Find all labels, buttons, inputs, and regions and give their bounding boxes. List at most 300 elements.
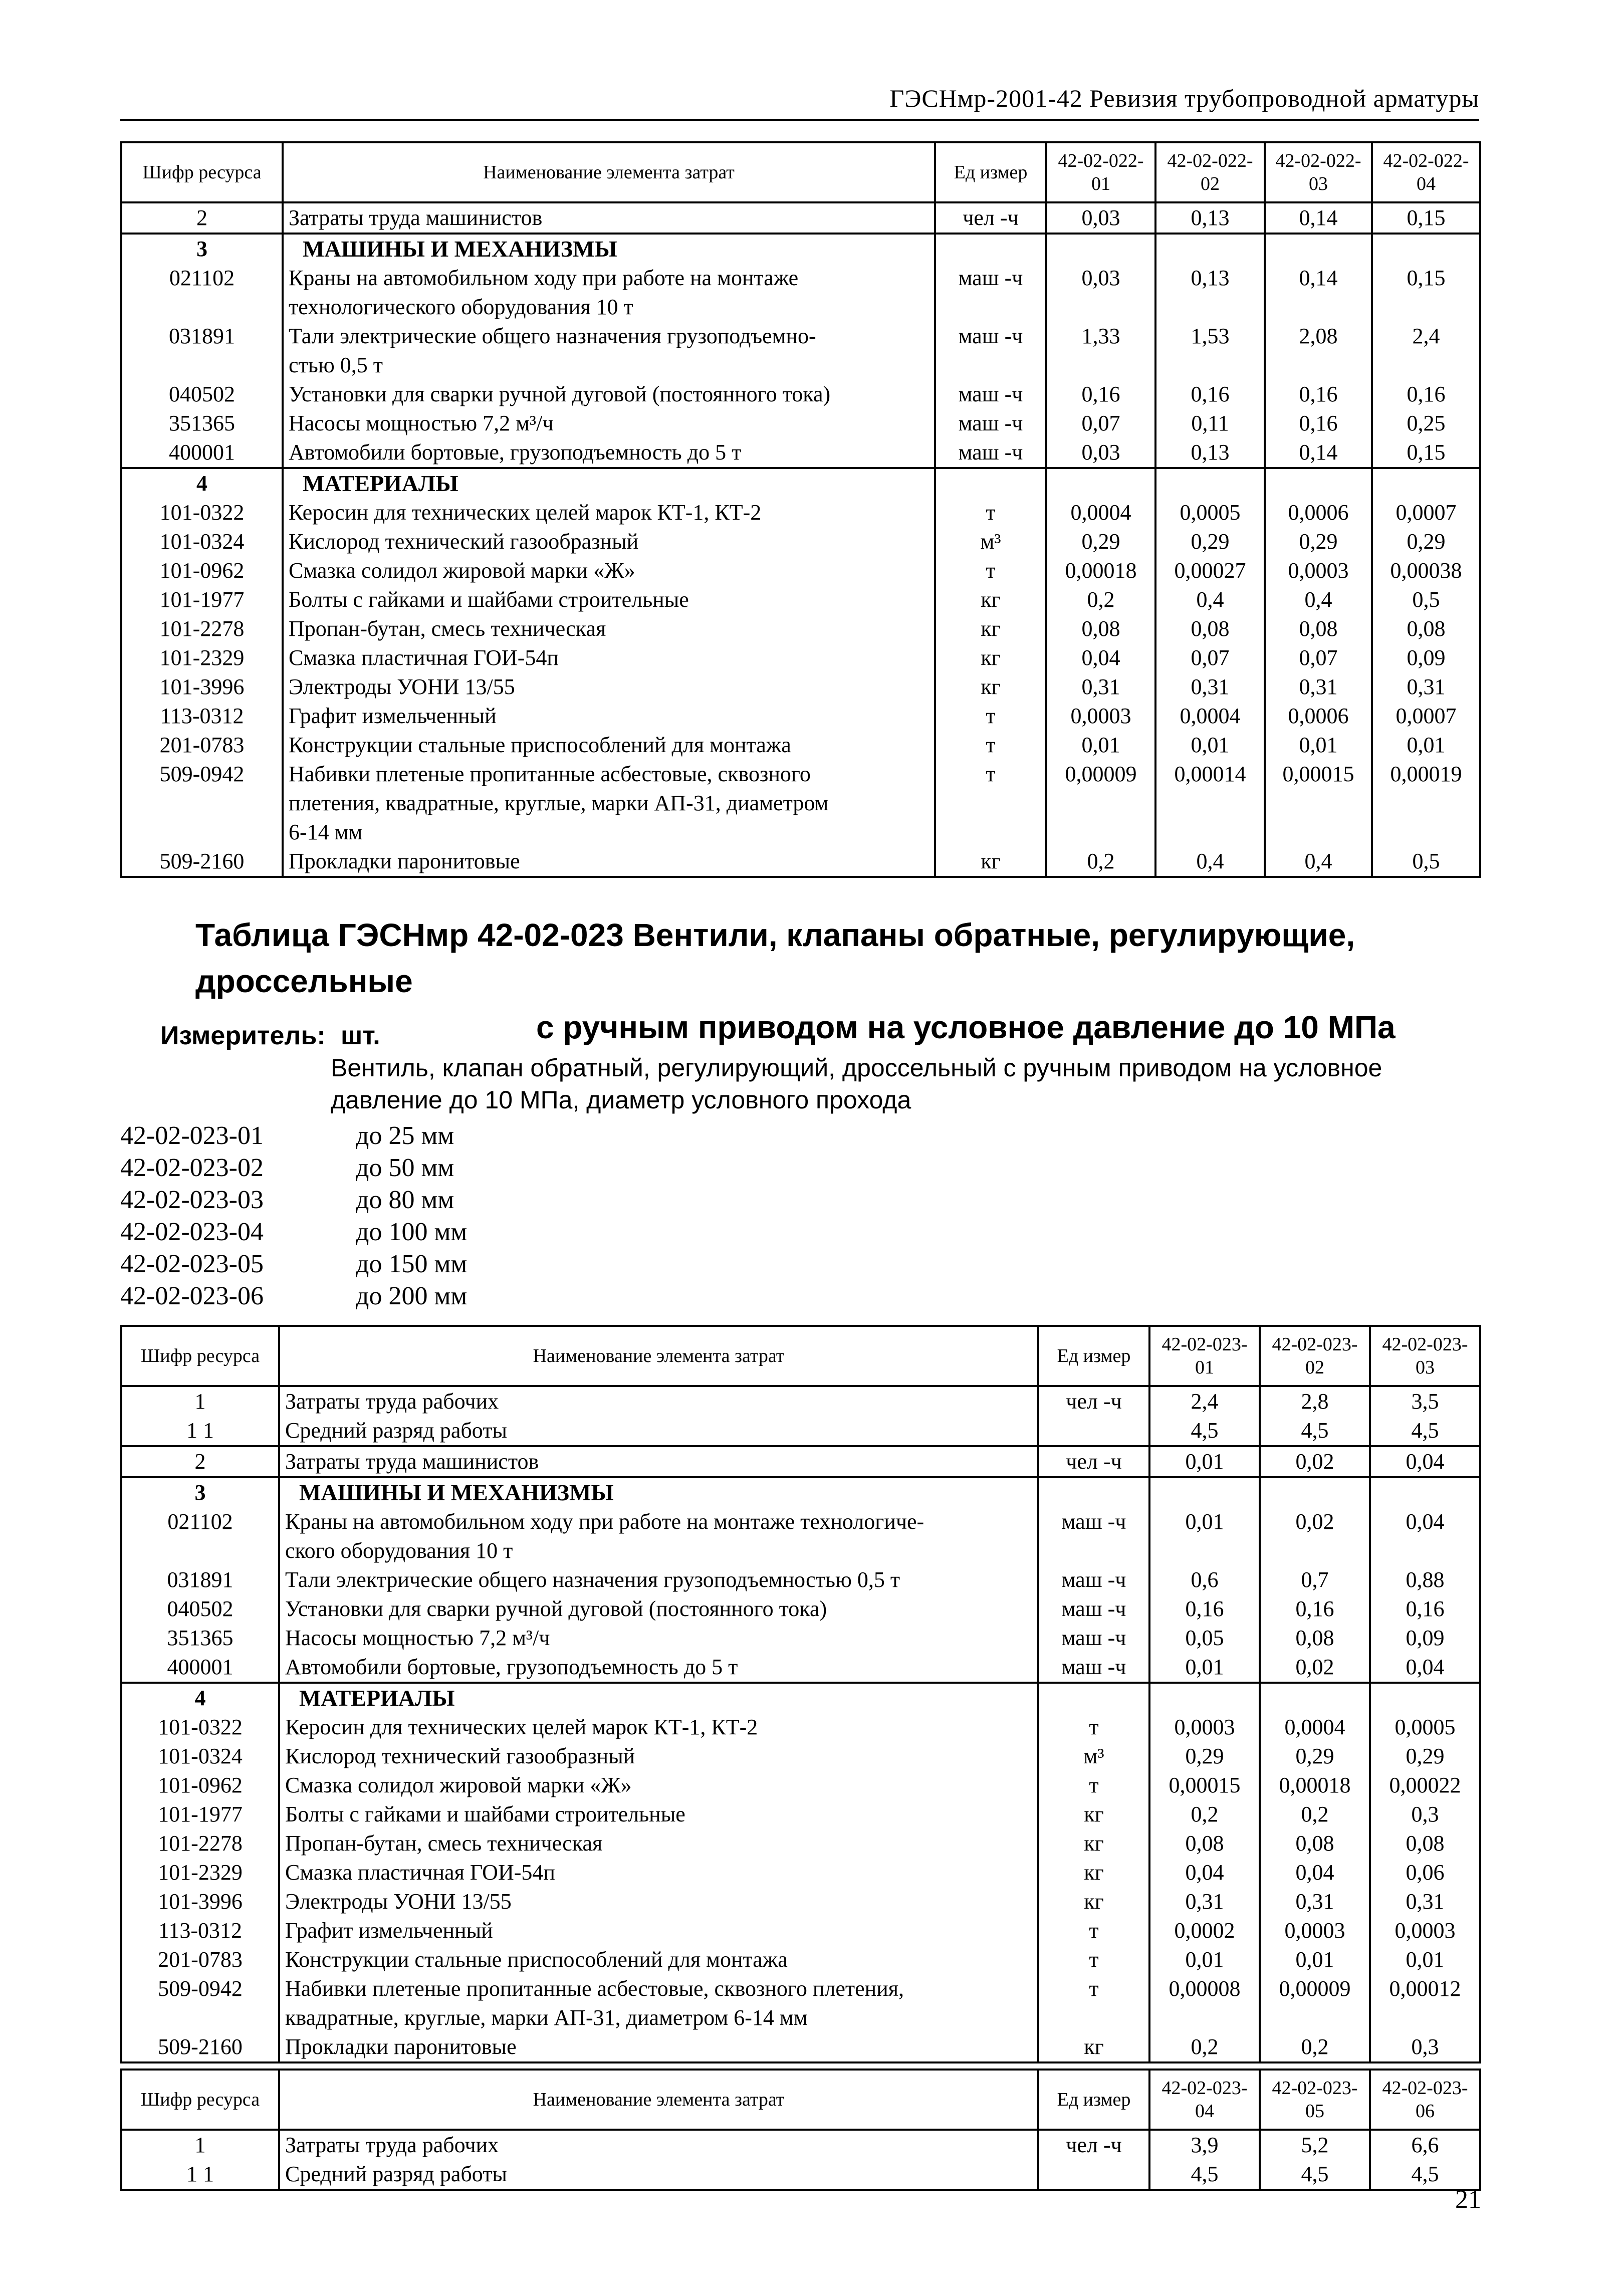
resource-value [1265, 234, 1372, 264]
resource-value: 0,08 [1265, 614, 1372, 643]
variant-row [120, 1248, 722, 1280]
resource-value: 0,00012 [1370, 1974, 1480, 2032]
resource-table-023-part-2 [120, 2069, 1481, 2191]
resource-value: 0,31 [1149, 1887, 1260, 1916]
resource-name-line: ского оборудования 10 т [285, 1538, 513, 1563]
resource-table-023-part-1 [120, 1325, 1481, 2063]
resource-value: 0,09 [1370, 1624, 1480, 1653]
table-row [121, 2130, 1480, 2160]
header-row [121, 2070, 1480, 2130]
resource-name-line: Краны на автомобильном ходу при работе на монтаже [289, 266, 799, 290]
table-row [121, 1974, 1480, 2032]
resource-name [283, 847, 935, 877]
resource-value: 0,0003 [1046, 702, 1155, 731]
resource-name-line: Графит измельченный [285, 1918, 493, 1943]
resource-unit: маш -ч [1038, 1507, 1149, 1565]
resource-value: 0,02 [1260, 1653, 1370, 1683]
resource-value: 0,0004 [1046, 498, 1155, 527]
resource-name-line: Средний разряд работы [285, 2162, 507, 2186]
header-variant-code: 42-02-022-02 [1155, 142, 1265, 202]
header-unit: Ед измер [1038, 2070, 1149, 2130]
resource-name [283, 322, 935, 380]
resource-value [1260, 1477, 1370, 1507]
resource-name-line: Установки для сварки ручной дуговой (постоянного тока) [285, 1596, 827, 1621]
resource-unit: маш -ч [935, 380, 1046, 409]
resource-value: 2,4 [1372, 322, 1480, 380]
resource-value: 0,2 [1046, 585, 1155, 614]
table-row [121, 1858, 1480, 1887]
resource-value: 0,2 [1149, 1800, 1260, 1829]
variant-text: до 200 мм [356, 1282, 468, 1310]
resource-unit: кг [1038, 1887, 1149, 1916]
resource-value: 0,4 [1265, 847, 1372, 877]
table-row [121, 1887, 1480, 1916]
resource-unit: чел -ч [1038, 1386, 1149, 1416]
resource-name [279, 1916, 1038, 1945]
resource-code: 101-0962 [121, 556, 283, 585]
resource-value: 0,06 [1370, 1858, 1480, 1887]
resource-name-line: Прокладки паронитовые [285, 2034, 517, 2059]
header-variant-code: 42-02-023-03 [1370, 1326, 1480, 1386]
resource-value: 0,31 [1370, 1887, 1480, 1916]
resource-value: 0,16 [1265, 380, 1372, 409]
resource-name [279, 1945, 1038, 1974]
resource-unit: маш -ч [1038, 1565, 1149, 1594]
resource-value: 0,07 [1265, 643, 1372, 672]
variant-code: 42-02-023-05 [120, 1250, 264, 1278]
resource-value: 0,16 [1260, 1594, 1370, 1624]
resource-name [279, 1800, 1038, 1829]
resource-unit: кг [935, 585, 1046, 614]
resource-value: 0,31 [1372, 672, 1480, 702]
table-row [121, 672, 1480, 702]
table-body [121, 1386, 1480, 2062]
resource-name [279, 1858, 1038, 1887]
running-header [120, 78, 1479, 121]
resource-name-line: МАТЕРИАЛЫ [299, 1685, 455, 1711]
resource-name-line: Автомобили бортовые, грузоподъемность до 5 т [289, 440, 742, 465]
variant-row [120, 1152, 722, 1184]
resource-value: 0,09 [1372, 643, 1480, 672]
variant-list [120, 1120, 722, 1312]
resource-name [283, 380, 935, 409]
resource-name-line: 6-14 мм [289, 820, 363, 844]
resource-code: 040502 [121, 1594, 279, 1624]
resource-name [279, 1771, 1038, 1800]
resource-code: 021102 [121, 1507, 279, 1565]
resource-unit: т [1038, 1974, 1149, 2032]
resource-code: 101-0322 [121, 498, 283, 527]
resource-name [283, 438, 935, 468]
variant-text: до 80 мм [356, 1186, 454, 1214]
resource-unit: м³ [1038, 1742, 1149, 1771]
header-unit: Ед измер [1038, 1326, 1149, 1386]
resource-value: 0,01 [1155, 731, 1265, 760]
table-row [121, 1800, 1480, 1829]
resource-name-line: Тали электрические общего назначения грузоподъемно- [289, 324, 816, 348]
header-code: Шифр ресурса [121, 1326, 279, 1386]
resource-value: 0,29 [1155, 527, 1265, 556]
resource-value: 0,04 [1370, 1507, 1480, 1565]
resource-name [283, 409, 935, 438]
resource-value: 0,08 [1149, 1829, 1260, 1858]
header-variant-code: 42-02-023-05 [1260, 2070, 1370, 2130]
resource-name [279, 1829, 1038, 1858]
resource-unit: т [1038, 1771, 1149, 1800]
resource-name [283, 234, 935, 264]
resource-name [283, 614, 935, 643]
variant-code: 42-02-023-06 [120, 1282, 264, 1310]
resource-name-line: Набивки плетеные пропитанные асбестовые, сквозного плетения, [285, 1976, 904, 2001]
table-row [121, 731, 1480, 760]
table-row [121, 847, 1480, 877]
resource-value: 0,07 [1046, 409, 1155, 438]
resource-unit: маш -ч [1038, 1594, 1149, 1624]
resource-name-line: МАТЕРИАЛЫ [303, 471, 458, 496]
resource-value: 0,01 [1260, 1945, 1370, 1974]
resource-value: 3,9 [1149, 2130, 1260, 2160]
variant-text: до 25 мм [356, 1121, 454, 1150]
resource-code: 3 [121, 234, 283, 264]
resource-value: 0,0005 [1370, 1713, 1480, 1742]
resource-value: 0,3 [1370, 2032, 1480, 2062]
resource-name-line: Насосы мощностью 7,2 м³/ч [289, 411, 554, 435]
header-unit: Ед измер [935, 142, 1046, 202]
resource-value: 0,0003 [1265, 556, 1372, 585]
table-row [121, 643, 1480, 672]
resource-name-line: Кислород технический газообразный [289, 529, 639, 554]
resource-value: 0,00018 [1260, 1771, 1370, 1800]
resource-value: 0,16 [1046, 380, 1155, 409]
resource-code: 101-0962 [121, 1771, 279, 1800]
resource-name [279, 1446, 1038, 1477]
resource-name-line: Пропан-бутан, смесь техническая [289, 616, 606, 641]
table-row [121, 1565, 1480, 1594]
resource-code: 040502 [121, 380, 283, 409]
resource-value: 0,29 [1372, 527, 1480, 556]
resource-name-line: Средний разряд работы [285, 1418, 507, 1443]
resource-unit: т [935, 702, 1046, 731]
resource-value: 4,5 [1260, 2160, 1370, 2190]
resource-value: 0,00022 [1370, 1771, 1480, 1800]
resource-unit: чел -ч [1038, 1446, 1149, 1477]
resource-value: 0,08 [1260, 1829, 1370, 1858]
resource-value: 0,29 [1046, 527, 1155, 556]
resource-value: 2,8 [1260, 1386, 1370, 1416]
resource-value: 0,2 [1260, 2032, 1370, 2062]
resource-name [279, 1713, 1038, 1742]
resource-value: 4,5 [1260, 1416, 1370, 1446]
resource-unit: кг [1038, 1829, 1149, 1858]
resource-value: 0,08 [1155, 614, 1265, 643]
resource-value: 0,00014 [1155, 760, 1265, 847]
resource-code: 101-0324 [121, 1742, 279, 1771]
resource-code: 113-0312 [121, 1916, 279, 1945]
resource-value: 0,31 [1260, 1887, 1370, 1916]
resource-name-line: МАШИНЫ И МЕХАНИЗМЫ [303, 236, 617, 262]
header-name: Наименование элемента затрат [279, 1326, 1038, 1386]
variant-row [120, 1120, 722, 1152]
resource-value: 0,88 [1370, 1565, 1480, 1594]
resource-name [283, 556, 935, 585]
table-row [121, 1416, 1480, 1446]
table-row [121, 409, 1480, 438]
resource-value: 0,2 [1046, 847, 1155, 877]
resource-table-022 [120, 141, 1481, 878]
resource-value: 0,04 [1370, 1446, 1480, 1477]
header-code: Шифр ресурса [121, 142, 283, 202]
header-name: Наименование элемента затрат [279, 2070, 1038, 2130]
resource-value: 0,00009 [1260, 1974, 1370, 2032]
header-variant-code: 42-02-023-02 [1260, 1326, 1370, 1386]
table-row [121, 1829, 1480, 1858]
resource-value [1265, 468, 1372, 498]
table-header [121, 1326, 1480, 1386]
resource-unit: маш -ч [935, 438, 1046, 468]
resource-code: 2 [121, 202, 283, 234]
resource-value: 3,5 [1370, 1386, 1480, 1416]
resource-value: 0,03 [1046, 264, 1155, 322]
resource-name-line: Кислород технический газообразный [285, 1744, 635, 1768]
resource-name [283, 527, 935, 556]
resource-name-line: Затраты труда рабочих [285, 1389, 499, 1414]
resource-value: 0,5 [1372, 585, 1480, 614]
resource-value: 0,08 [1046, 614, 1155, 643]
resource-name-line: Автомобили бортовые, грузоподъемность до 5 т [285, 1655, 738, 1679]
resource-value: 0,0003 [1149, 1713, 1260, 1742]
table-body [121, 202, 1480, 877]
resource-value: 0,4 [1155, 585, 1265, 614]
resource-value: 0,03 [1046, 202, 1155, 234]
resource-unit [1038, 1477, 1149, 1507]
resource-name-line: Тали электрические общего назначения грузоподъемностью 0,5 т [285, 1567, 900, 1592]
table-row [121, 1916, 1480, 1945]
resource-code: 113-0312 [121, 702, 283, 731]
resource-value: 0,00018 [1046, 556, 1155, 585]
resource-value: 0,01 [1149, 1945, 1260, 1974]
resource-value: 2,08 [1265, 322, 1372, 380]
header-variant-code: 42-02-023-04 [1149, 2070, 1260, 2130]
table-heading-line-1: Таблица ГЭСНмр 42-02-023 Вентили, клапаны обратные, регулирующие, дроссельные [195, 917, 1355, 999]
resource-value: 0,31 [1046, 672, 1155, 702]
resource-code: 101-2329 [121, 643, 283, 672]
resource-name-line: Набивки плетеные пропитанные асбестовые, сквозного [289, 762, 811, 786]
resource-name [279, 1386, 1038, 1416]
table-header [121, 2070, 1480, 2130]
resource-value: 0,04 [1149, 1858, 1260, 1887]
resource-code: 1 [121, 1386, 279, 1416]
resource-name-line: Керосин для технических целей марок КТ-1, КТ-2 [289, 500, 762, 525]
table-row [121, 1594, 1480, 1624]
resource-name [283, 264, 935, 322]
resource-value: 0,0006 [1265, 498, 1372, 527]
resource-value: 0,4 [1155, 847, 1265, 877]
resource-name [279, 1594, 1038, 1624]
resource-value: 0,5 [1372, 847, 1480, 877]
resource-name [279, 1742, 1038, 1771]
resource-unit: маш -ч [935, 322, 1046, 380]
resource-value: 0,0005 [1155, 498, 1265, 527]
header-variant-code: 42-02-022-04 [1372, 142, 1480, 202]
table-row [121, 438, 1480, 468]
resource-value: 0,01 [1149, 1507, 1260, 1565]
resource-unit: чел -ч [935, 202, 1046, 234]
table-row [121, 760, 1480, 847]
header-name: Наименование элемента затрат [283, 142, 935, 202]
resource-value: 0,0003 [1260, 1916, 1370, 1945]
resource-code: 509-0942 [121, 1974, 279, 2032]
running-title: ГЭСНмр-2001-42 Ревизия трубопроводной арматуры [889, 84, 1479, 112]
resource-name-line: Смазка солидол жировой марки «Ж» [285, 1773, 632, 1797]
resource-value [1155, 234, 1265, 264]
variant-text: до 50 мм [356, 1154, 454, 1182]
resource-code: 101-2329 [121, 1858, 279, 1887]
resource-value: 0,16 [1372, 380, 1480, 409]
resource-unit [935, 468, 1046, 498]
resource-code: 101-2278 [121, 614, 283, 643]
resource-value: 0,13 [1155, 264, 1265, 322]
resource-code: 509-0942 [121, 760, 283, 847]
resource-name [283, 585, 935, 614]
table-header [121, 142, 1480, 202]
resource-name-line: Смазка пластичная ГОИ-54п [285, 1860, 555, 1885]
measure-label: Измеритель: [160, 1021, 326, 1050]
table-row [121, 556, 1480, 585]
resource-value: 0,01 [1372, 731, 1480, 760]
resource-code: 3 [121, 1477, 279, 1507]
resource-value: 2,4 [1149, 1386, 1260, 1416]
table-row [121, 1945, 1480, 1974]
resource-value: 0,0007 [1372, 498, 1480, 527]
resource-value: 0,00008 [1149, 1974, 1260, 2032]
resource-unit [935, 234, 1046, 264]
resource-value [1149, 1683, 1260, 1713]
resource-name [283, 702, 935, 731]
resource-name-line: Смазка пластичная ГОИ-54п [289, 645, 559, 670]
table-row [121, 2160, 1480, 2190]
resource-name [279, 1565, 1038, 1594]
table-row [121, 1507, 1480, 1565]
resource-code: 101-0324 [121, 527, 283, 556]
resource-value [1046, 468, 1155, 498]
resource-code: 400001 [121, 438, 283, 468]
resource-name-line: Графит измельченный [289, 704, 497, 728]
resource-value: 0,3 [1370, 1800, 1480, 1829]
resource-value: 0,07 [1155, 643, 1265, 672]
resource-unit: т [935, 760, 1046, 847]
resource-code: 400001 [121, 1653, 279, 1683]
resource-value: 0,00015 [1149, 1771, 1260, 1800]
resource-value: 0,13 [1155, 202, 1265, 234]
resource-value: 0,29 [1149, 1742, 1260, 1771]
resource-code: 1 1 [121, 2160, 279, 2190]
resource-code: 101-2278 [121, 1829, 279, 1858]
resource-value: 0,29 [1370, 1742, 1480, 1771]
resource-name [279, 1887, 1038, 1916]
resource-name [279, 1416, 1038, 1446]
resource-value: 0,04 [1260, 1858, 1370, 1887]
resource-name-line: технологического оборудования 10 т [289, 295, 633, 319]
table-row [121, 585, 1480, 614]
table-row [121, 498, 1480, 527]
resource-value [1370, 1683, 1480, 1713]
resource-value: 5,2 [1260, 2130, 1370, 2160]
resource-value: 0,31 [1265, 672, 1372, 702]
resource-name [279, 2032, 1038, 2062]
resource-value: 1,53 [1155, 322, 1265, 380]
resource-code: 101-1977 [121, 1800, 279, 1829]
resource-name [283, 202, 935, 234]
table-row [121, 1386, 1480, 1416]
resource-name-line: квадратные, круглые, марки АП-31, диаметром 6-14 мм [285, 2005, 808, 2030]
variant-code: 42-02-023-04 [120, 1218, 264, 1246]
resource-name [283, 672, 935, 702]
table-row [121, 380, 1480, 409]
resource-code: 031891 [121, 1565, 279, 1594]
resource-value: 0,29 [1260, 1742, 1370, 1771]
resource-value: 0,01 [1149, 1653, 1260, 1683]
resource-code: 509-2160 [121, 2032, 279, 2062]
table-row [121, 1771, 1480, 1800]
resource-unit: кг [1038, 2032, 1149, 2062]
resource-name [283, 468, 935, 498]
measure-unit: шт. [341, 1021, 380, 1050]
resource-value: 0,01 [1046, 731, 1155, 760]
resource-code: 1 [121, 2130, 279, 2160]
table-body [121, 2130, 1480, 2190]
resource-value: 0,00009 [1046, 760, 1155, 847]
resource-value: 0,03 [1046, 438, 1155, 468]
table-row [121, 1446, 1480, 1477]
header-row [121, 142, 1480, 202]
table-row [121, 527, 1480, 556]
resource-value: 0,01 [1149, 1446, 1260, 1477]
resource-name-line: Затраты труда рабочих [285, 2133, 499, 2157]
resource-name-line: Электроды УОНИ 13/55 [289, 674, 515, 699]
resource-value [1260, 1683, 1370, 1713]
resource-value: 0,16 [1265, 409, 1372, 438]
resource-value: 1,33 [1046, 322, 1155, 380]
resource-value: 4,5 [1370, 1416, 1480, 1446]
variant-text: до 150 мм [356, 1250, 468, 1278]
resource-name-line: МАШИНЫ И МЕХАНИЗМЫ [299, 1480, 614, 1505]
resource-value: 0,15 [1372, 264, 1480, 322]
resource-name-line: Электроды УОНИ 13/55 [285, 1889, 512, 1914]
section-row [121, 468, 1480, 498]
resource-name [279, 2130, 1038, 2160]
resource-unit: чел -ч [1038, 2130, 1149, 2160]
resource-value: 0,0006 [1265, 702, 1372, 731]
resource-unit: т [935, 556, 1046, 585]
table-row [121, 322, 1480, 380]
resource-value: 0,7 [1260, 1565, 1370, 1594]
page-number: 21 [1455, 2185, 1481, 2214]
resource-name-line: Краны на автомобильном ходу при работе на монтаже технологиче- [285, 1509, 924, 1534]
resource-value [1155, 468, 1265, 498]
table-heading-line-2: с ручным приводом на условное давление до 10 МПа [536, 1009, 1396, 1045]
table-row [121, 1624, 1480, 1653]
resource-name [279, 1974, 1038, 2032]
resource-name [279, 1507, 1038, 1565]
resource-code: 2 [121, 1446, 279, 1477]
measure-description: Вентиль, клапан обратный, регулирующий, дроссельный с ручным приводом на условное давление до 10 МПа, диаметр условного прохода [331, 1054, 1382, 1114]
resource-unit: т [935, 731, 1046, 760]
resource-value: 0,05 [1149, 1624, 1260, 1653]
resource-value: 0,08 [1372, 614, 1480, 643]
resource-value: 0,14 [1265, 438, 1372, 468]
resource-name-line: Пропан-бутан, смесь техническая [285, 1831, 603, 1856]
resource-value: 0,01 [1265, 731, 1372, 760]
